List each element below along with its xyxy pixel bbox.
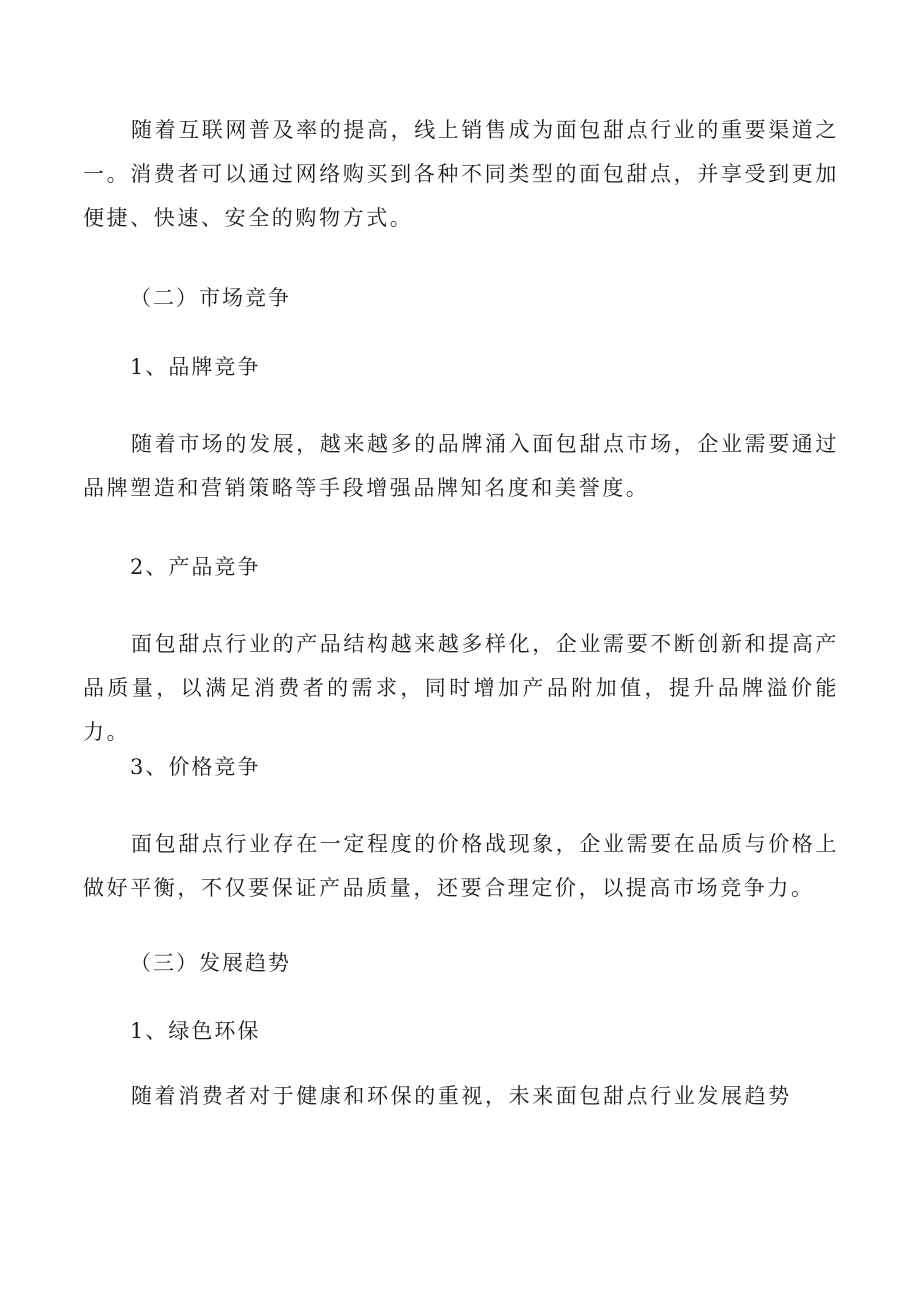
subheading-price-competition: 3、价格竞争 xyxy=(130,755,261,779)
paragraph-online-sales: 随着互联网普及率的提高，线上销售成为面包甜点行业的重要渠道之一。消费者可以通过网络购买到各种不同类型的面包甜点，并享受到更加便捷、快速、安全的购物方式。 xyxy=(83,118,839,230)
subheading-product-competition: 2、产品竞争 xyxy=(130,555,261,579)
section-heading-development-trends: （三）发展趋势 xyxy=(130,951,291,975)
paragraph-brand-competition: 随着市场的发展，越来越多的品牌涌入面包甜点市场，企业需要通过品牌塑造和营销策略等手段增强品牌知名度和美誉度。 xyxy=(83,432,839,500)
subheading-brand-competition: 1、品牌竞争 xyxy=(130,355,261,379)
paragraph-green-environmental: 随着消费者对于健康和环保的重视，未来面包甜点行业发展趋势 xyxy=(131,1084,792,1108)
subheading-green-environmental: 1、绿色环保 xyxy=(130,1019,261,1043)
paragraph-price-competition: 面包甜点行业存在一定程度的价格战现象，企业需要在品质与价格上做好平衡，不仅要保证产品质量，还要合理定价，以提高市场竞争力。 xyxy=(83,832,839,900)
paragraph-product-competition: 面包甜点行业的产品结构越来越多样化，企业需要不断创新和提高产品质量，以满足消费者的需求，同时增加产品附加值，提升品牌溢价能力。 xyxy=(83,632,839,744)
section-heading-market-competition: （二）市场竞争 xyxy=(130,286,291,310)
